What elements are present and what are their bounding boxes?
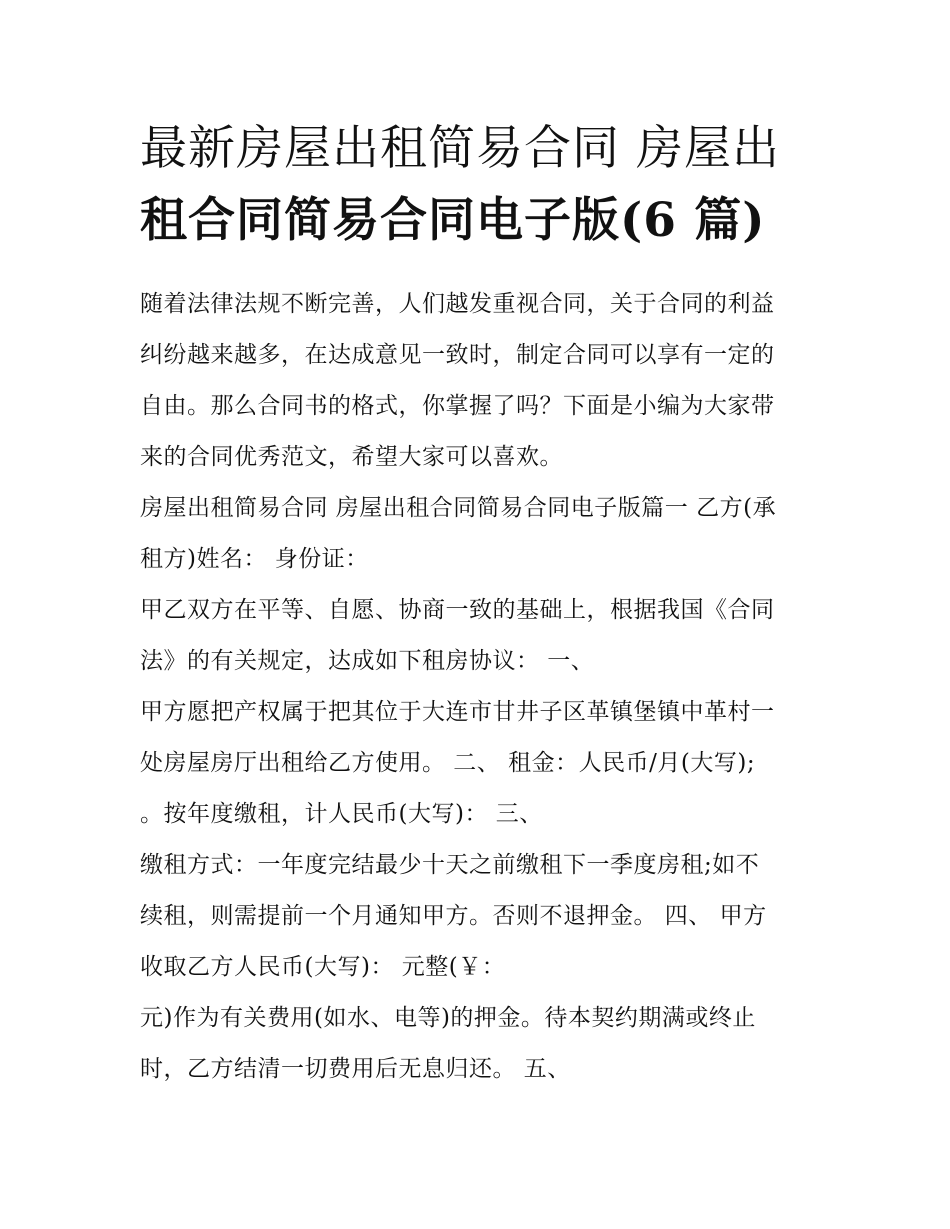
title-line-1: 最新房屋出租简易合同 房屋出 xyxy=(140,121,780,176)
body-line: 法》的有关规定，达成如下租房协议： 一、 xyxy=(140,648,595,674)
body-line: 租方)姓名： 身份证： xyxy=(140,546,369,572)
body-line: 续租，则需提前一个月通知甲方。否则不退押金。 四、 甲方 xyxy=(140,903,767,929)
body-line: 收取乙方人民币(大写)： 元整(￥： xyxy=(140,954,506,980)
body-line: 房屋出租简易合同 房屋出租合同简易合同电子版篇一 乙方(承 xyxy=(140,495,777,521)
body-line: 随着法律法规不断完善，人们越发重视合同，关于合同的利益 xyxy=(140,291,775,317)
document-title xyxy=(140,113,820,257)
body-line: 自由。那么合同书的格式，你掌握了吗？下面是小编为大家带 xyxy=(140,393,775,419)
body-line: 纠纷越来越多，在达成意见一致时，制定合同可以享有一定的 xyxy=(140,342,775,368)
body-line: 处房屋房厅出租给乙方使用。 二、 租金：人民币/月(大写); xyxy=(140,750,756,776)
body-line: 元)作为有关费用(如水、电等)的押金。待本契约期满或终止 xyxy=(140,1005,756,1031)
body-line: 甲方愿把产权属于把其位于大连市甘井子区革镇堡镇中革村一 xyxy=(140,699,775,725)
title-line-2: 租合同简易合同电子版(6 篇) xyxy=(140,193,766,248)
body-line: 。按年度缴租，计人民币(大写)： 三、 xyxy=(140,801,543,827)
body-line: 缴租方式：一年度完结最少十天之前缴租下一季度房租;如不 xyxy=(140,852,760,878)
body-line: 时，乙方结清一切费用后无息归还。 五、 xyxy=(140,1056,571,1082)
document-body xyxy=(140,279,820,1095)
body-line: 甲乙双方在平等、自愿、协商一致的基础上，根据我国《合同 xyxy=(140,597,775,623)
body-line: 来的合同优秀范文，希望大家可以喜欢。 xyxy=(140,444,563,470)
